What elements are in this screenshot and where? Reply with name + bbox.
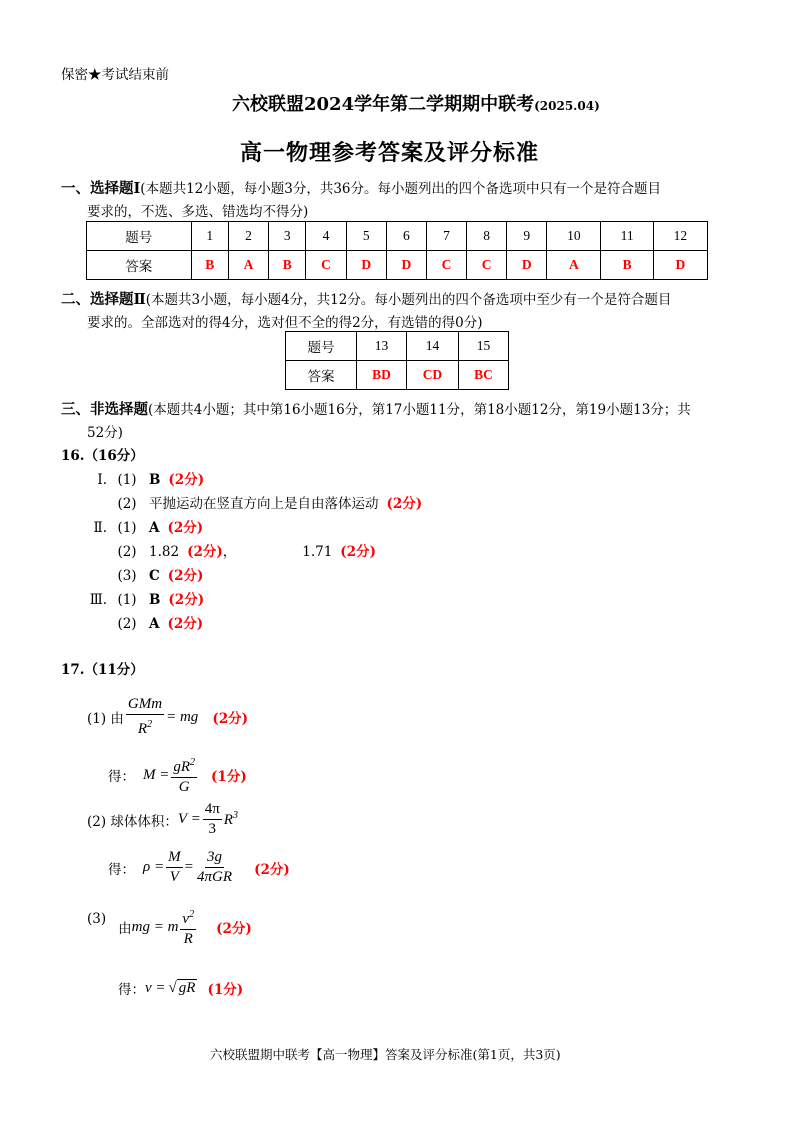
score: (1分) [211,769,247,785]
answer-cell: D [507,251,547,280]
answer-cell: CD [406,361,458,390]
score: (2分) [212,711,248,727]
score: (1分) [207,982,244,998]
question-number: 8 [467,222,507,251]
section3-desc [61,398,691,419]
score: (2分) [216,921,252,937]
fraction [171,753,197,797]
section1-desc [61,177,661,198]
q17-part2-result [108,848,290,887]
equation-rhs [224,810,238,829]
numerator: 4π [203,800,222,820]
table-row-questions [87,222,708,251]
exponent: 3 [232,810,238,821]
exam-date: (2025.04) [534,99,600,113]
q16-line [85,540,376,560]
section2-desc-line1: (本题共3小题，每小题4分，共12分。每小题列出的四个备选项中至少有一个是符合题目 [145,292,672,308]
denominator: 3 [208,821,216,837]
sub-number: (2) [117,544,137,560]
page-title: 高一物理参考答案及评分标准 [240,140,540,166]
score: (2分) [167,568,204,584]
q16-line [85,516,203,536]
answer: A [149,520,160,536]
exponent: 2 [190,757,196,768]
answer-cell: D [346,251,386,280]
row-label: 题号 [286,332,357,361]
confidential-label: 保密★考试结束前 [61,67,169,83]
section1-desc-line2: 要求的，不选、多选、错选均不得分) [87,204,309,220]
table-row-answers [286,361,509,390]
answer-cell: C [306,251,346,280]
score: (2分) [168,592,205,608]
answer-cell: B [269,251,306,280]
row-label: 答案 [286,361,357,390]
denominator: V [169,869,179,885]
score: (2分) [168,472,205,488]
denominator: R [137,721,148,737]
answer-cell: C [467,251,507,280]
roman-numeral: Ⅲ. [89,592,107,608]
score: (2分) [167,616,204,632]
question-number: 4 [306,222,346,251]
question-number: 14 [406,332,458,361]
row-label: 答案 [87,251,192,280]
score: (2分) [340,544,376,560]
numerator: GMm [126,695,164,715]
sub-number: (1) [117,472,137,488]
section3-desc-line1: (本题共4小题；其中第16小题16分，第17小题11分，第18小题12分，第19小题13分；共 [148,402,691,418]
question-number: 3 [269,222,306,251]
part-label: (3) [87,911,107,927]
fraction [180,905,196,949]
answer: 平抛运动在竖直方向上是自由落体运动 [149,496,379,512]
answer-cell: BD [356,361,406,390]
sqrt-icon: √ [168,979,177,996]
part-label: (1) 由 [87,711,124,727]
question-number: 6 [386,222,426,251]
answer-cell: BC [458,361,508,390]
answer: A [149,616,160,632]
exponent: 2 [189,909,195,920]
score: (2分) [386,496,423,512]
roman-numeral: Ⅱ. [93,520,107,536]
score: (2分) [254,861,290,878]
section3-desc-line2: 52分) [87,425,123,441]
fraction [203,800,222,839]
sub-number: (1) [117,520,137,536]
q17-part3 [87,905,252,949]
question-number: 5 [346,222,386,251]
part-label: 得： [108,769,135,785]
question-number: 15 [458,332,508,361]
sub-number: (1) [117,592,137,608]
answer-cell: B [191,251,228,280]
question-number: 7 [426,222,466,251]
answer-cell: B [601,251,653,280]
section2-desc-line2: 要求的。全部选对的得4分，选对但不全的得2分，有选错的得0分) [87,315,483,331]
equation-lhs: ρ = [143,859,165,875]
q17-part2 [87,800,238,839]
q16-line [85,468,204,488]
sub-number: (2) [117,496,137,512]
section3-heading: 三、非选择题 [61,401,148,418]
answer-cell: C [426,251,466,280]
question-number: 13 [356,332,406,361]
denominator: R [183,931,193,947]
exponent: 2 [147,719,153,730]
denominator: 4πGR [197,869,233,885]
fraction [166,848,183,887]
numerator: 3g [205,848,224,868]
section1-heading: 一、选择题Ⅰ [61,180,141,197]
sub-number: (2) [117,616,137,632]
section1-desc-line1: (本题共12小题，每小题3分，共36分。每小题列出的四个备选项中只有一个是符合题目 [140,181,662,197]
equation-lhs: M = [143,766,170,783]
q17-part1 [87,695,248,739]
exam-title-text: 六校联盟2024学年第二学期期中联考 [232,94,535,115]
equation-lhs: V = [177,811,201,827]
exam-title [232,90,600,116]
q16-line [85,588,204,608]
q16-line [85,612,203,632]
q16-title: 16.（16分） [61,448,144,464]
sub-number: (3) [117,568,137,584]
page-footer: 六校联盟期中联考【高一物理】答案及评分标准(第1页，共3页) [210,1047,561,1062]
answer-cell: A [228,251,268,280]
part-label: (2) 球体体积： [87,813,178,830]
q17-title: 17.（11分） [61,662,144,678]
section2-answer-table [285,331,509,390]
question-number: 9 [507,222,547,251]
equals-sign: = [184,859,194,875]
answer: B [149,592,161,608]
question-number: 10 [547,222,601,251]
q17-part1-result [108,753,247,797]
equation-rhs: = mg [166,708,199,725]
score: (2分) [167,520,204,536]
numerator: v [182,911,190,927]
rhs-base: R [223,812,233,828]
equation-lhs: mg = m [131,918,179,935]
answer-cell: D [653,251,707,280]
answer-cell: A [547,251,601,280]
q16-line [85,564,203,584]
separator: ， [222,544,237,560]
question-number: 11 [601,222,653,251]
part-label-prefix: 由 [118,921,132,937]
section2-desc [61,288,671,309]
denominator: G [178,779,190,795]
q17-part3-result [118,978,243,998]
equation-lhs: v = [145,979,166,996]
question-number: 1 [191,222,228,251]
row-label: 题号 [87,222,192,251]
fraction [195,848,234,887]
section2-heading: 二、选择题Ⅱ [61,291,146,308]
radicand: gR [178,980,196,996]
roman-numeral: Ⅰ. [97,472,107,488]
table-row-answers [87,251,708,280]
answer-cell: D [386,251,426,280]
fraction [126,695,164,739]
question-number: 12 [653,222,707,251]
q16-line [85,492,422,512]
answer: B [149,472,161,488]
answer: C [149,568,160,584]
answer: 1.82 [149,544,180,560]
part-label: 得： [118,982,145,998]
section1-answer-table [86,221,708,280]
answer: 1.71 [302,544,333,560]
numerator: M [166,848,183,868]
numerator: gR [173,759,191,775]
score: (2分) [187,544,223,560]
table-row-questions [286,332,509,361]
question-number: 2 [228,222,268,251]
part-label: 得： [108,861,135,878]
